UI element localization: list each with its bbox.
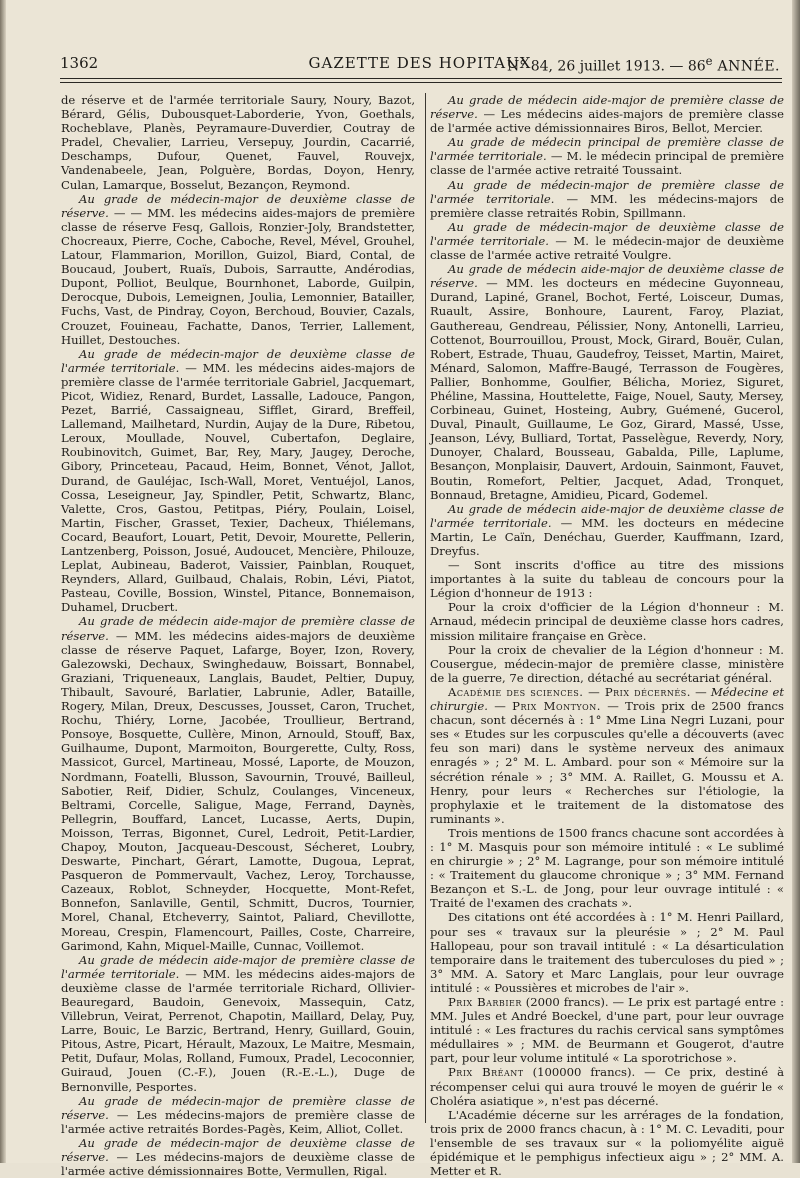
journal-title: GAZETTE DES HOPITAUX xyxy=(308,54,532,72)
paragraph xyxy=(430,135,784,177)
issue-prefix: N° 84, 26 juillet 1913. — 86 xyxy=(507,58,706,75)
grade-heading: Au grade de médecin principal de première classe de l'armée territoriale. xyxy=(430,135,784,164)
paragraph-text: — Les médecins-majors de deuxième classe de l'armée active démissionnaires Botte, Vermullen, Rigal. xyxy=(61,1150,415,1178)
subsection-heading: Médecine et chirurgie. xyxy=(430,684,785,714)
paragraph xyxy=(430,262,784,502)
paragraph-text: de réserve et de l'armée territoriale Saury, Noury, Bazot, Bérard, Gélis, Dubousquet-Laborderie, Yvon, Goethals, Rocheblave, Planès, Peyramaure-Duverdier, Coutray de Pradel, Chevalier, Larrieu, Versepuy, Jourdin, Cacarrié, Deschamps, Dufour, Quenet, Fauvel, Rouvejx, Vandenabeele, Jean, Polguère, Bordas, Doyon, Henry, Culan, Lamarque, Bosselut, Bezançon, Reymond. xyxy=(61,93,415,192)
paragraph-text: — Sont inscrits d'office au titre des missions importantes à la suite du tableau de concours pour la Légion d'honneur de 1913 : xyxy=(430,558,784,601)
paragraph xyxy=(61,953,415,1094)
paragraph xyxy=(61,192,415,347)
grade-heading: Au grade de médecin aide-major de deuxième classe de l'armée territoriale. xyxy=(430,501,784,530)
paragraph-text: Des citations ont été accordées à : 1° M. Henri Paillard, pour ses « travaux sur la pleurésie » ; 2° M. Paul Hallopeau, pour son travail intitulé : « La désarticulation temporaire dans le traitement des tuberculoses du pied » ; 3° MM. A. Satory et Marc Langlais, pour leur ouvrage intitulé : « Poussières et microbes de l'air ». xyxy=(430,910,784,995)
page-edge-left xyxy=(0,0,6,1163)
paragraph xyxy=(61,347,415,615)
grade-heading: Au grade de médecin aide-major de deuxième classe de réserve. xyxy=(430,262,784,291)
issue-sup: e xyxy=(705,54,713,68)
paragraph xyxy=(430,220,784,262)
paragraph-text: — — MM. les médecins aides-majors de première classe de réserve Fesq, Gallois, Ronzier-Joly, Brandstetter, Chocreaux, Pierre, Coche, Caboche, Revel, Mével, Grouhel, Latour, Flammarion, Morillon, Guizol, Biard, Contal, de Boucaud, Joubert, Ruaïs, Dubois, Sarrautte, Andérodias, Dupont, Polliot, Beulque, Bournhonet, Laborde, Guilpin, Derocque, Dubois, Lemeignen, Joulia, Lemonnier, Batailler, Fuchs, Vast, de Pindray, Coyon, Berchoud, Bouvier, Cazals, Crouzet, Fouineau, Fachatte, Danos, Terrier, Lallement, Huillet, Destouches. xyxy=(61,205,415,347)
paragraph xyxy=(61,93,415,192)
grade-heading: Au grade de médecin-major de première classe de l'armée territoriale. xyxy=(430,177,784,206)
paragraph-text: (100000 francs). — Ce prix, destiné à récompenser celui qui aura trouvé le moyen de guérir le « Choléra asiatique », n'est pas décerné. xyxy=(430,1065,784,1108)
header-rule-bottom xyxy=(60,82,782,83)
dash: — xyxy=(487,699,513,714)
paragraph xyxy=(430,1108,784,1178)
issue-suffix: ANNÉE. xyxy=(712,58,780,75)
paragraph-text: — Les médecins aides-majors de première classe de l'armée active démissionnaires Biros, Bellot, Mercier. xyxy=(430,107,784,136)
header-rule-top xyxy=(60,78,782,79)
paragraph xyxy=(430,685,784,826)
paragraph-text: Trois mentions de 1500 francs chacune sont accordées à : 1° M. Masquis pour son mémoire intitulé : « Le sublimé en chirurgie » ; 2° M. Lagrange, pour son mémoire intitulé : « Traitement du glaucome chronique » ; 3° MM. Fernand Bezançon et S.-L. de Jong, pour leur ouvrage intitulé : « Traité de l'examen des crachats ». xyxy=(430,825,784,911)
paragraph xyxy=(61,614,415,952)
paragraph-text: (2000 francs). — Le prix est partagé entre : MM. Jules et André Boeckel, d'une part, pour leur ouvrage intitulé : « Les fractures du rachis cervical sans symptômes médullaires » ; MM. de Beurmann et Gougerot, d'autre part, pour leur volume intitulé « La sporotrichose ». xyxy=(430,995,784,1066)
paragraph xyxy=(430,93,784,135)
paragraph-text: — M. le médecin-major de deuxième classe de l'armée active retraité Voulgre. xyxy=(430,233,785,263)
grade-heading: Au grade de médecin-major de deuxième classe de réserve. xyxy=(61,191,415,220)
paragraph-text: — MM. les médecins aides-majors de première classe de l'armée territoriale Gabriel, Jacquemart, Picot, Widiez, Renard, Burdet, Lassalle, Ladouce, Pangon, Pezet, Barrié, Cassaigneau, Sifflet, Girard, Breffeil, Lallemand, Mailhetard, Nurdin, Aujay de la Dure, Ribetou, Leroux, Moullade, Nouvel, Cubertafon, Deglaire, Roubinovitch, Guimet, Bar, Rey, Mary, Jaugey, Deroche, Gibory, Princeteau, Pacaud, Heim, Bonnet, Vénot, Jallot, Durand, de Gauléjac, Isch-Wall, Moret, Ventuéjol, Lanos, Cossa, Leseigneur, Jay, Spindler, Petit, Schwartz, Blanc, Valette, Cros, Gastou, Petitpas, Piéry, Poulain, Loisel, Martin, Fischer, Grasset, Texier, Dacheux, Thiélemans, Cocard, Beaufort, Louart, Petit, Devoir, Mourette, Pellerin, Lantzenberg, Poisson, Josué, Audoucet, Mencière, Philouze, Leplat, Aubineau, Baderot, Vaissier, Painblan, Rouquet, Reynders, Allard, Guilbaud, Chalais, Robin, Lévi, Piatot, Pasteau, Coville, Bossion, Winstel, Pitance, Bonnemaison, Duhamel, Drucbert. xyxy=(61,360,415,615)
paragraph-text: — Trois prix de 2500 francs chacun, sont décernés à : 1° Mme Lina Negri Luzani, pour ses « Etudes sur les corpuscules qu'elle a découverts (avec feu son mari) dans le système nerveux des animaux enragés » ; 2° M. L. Ambard. pour son « Mémoire sur la sécrétion rénale » ; 3° MM. A. Raillet, G. Moussu et A. Henry, pour leurs « Recherches sur l'étiologie, la prophylaxie et le traitement de la distomatose des ruminants ». xyxy=(430,699,785,826)
paragraph xyxy=(430,995,784,1065)
paragraph xyxy=(61,1094,415,1136)
paragraph-text: — MM. les médecins aides-majors de deuxième classe de réserve Paquet, Lafarge, Boyer, Izon, Rovery, Galezowski, Dechaux, Swinghedauw, Boissart, Bonnabel, Graziani, Triqueneaux, Langlais, Baudet, Peltier, Dupuy, Thibault, Savouré, Barlatier, Labrunie, Adler, Bataille, Rogery, Milan, Dreux, Descusses, Jousset, Caron, Truchet, Rochu, Thiéry, Lorne, Jacobée, Troullieur, Bertrand, Ponsoye, Bosquette, Cullère, Minon, Arnould, Stouff, Bax, Guilhaume, Dupont, Marmoiton, Bourgerette, Culty, Ross, Massicot, Gurcel, Martineau, Mossé, Laporte, de Mouzon, Nordmann, Foatelli, Blusson, Savournin, Trouvé, Bailleul, Sabotier, Reif, Didier, Schulz, Coulanges, Vinceneux, Beltrami, Corcelle, Saligue, Mage, Ferrand, Daynès, Pellegrin, Bouffard, Lancet, Lucasse, Aerts, Dupin, Moisson, Terras, Bigonnet, Curel, Ledroit, Petit-Lardier, Chapoy, Mouton, Jacqueau-Descoust, Sécheret, Loubry, Deswarte, Pinchart, Gérart, Lamotte, Dugoua, Leprat, Pasqueron de Pommervault, Vachez, Leroy, Torchausse, Cazeaux, Roblot, Schneyder, Hocquette, Mont-Refet, Bonnefon, Sanlaville, Gentil, Schmitt, Ducros, Tournier, Morel, Chanal, Etcheverry, Saintot, Paliard, Chevillotte, Moreau, Crespin, Flamencourt, Pailles, Coste, Charreire, Garimond, Kahn, Miquel-Maille, Cunnac, Voillemot. xyxy=(61,628,415,953)
paragraph-text: — M. le médecin principal de première classe de l'armée active retraité Toussaint. xyxy=(430,149,784,178)
paragraph xyxy=(61,1136,415,1178)
dash: — xyxy=(690,684,711,699)
grade-heading: Au grade de médecin aide-major de première classe de réserve. xyxy=(61,614,415,643)
paragraph-text: — Les médecins-majors de première classe de l'armée active retraités Bordes-Pagès, Keim, Alliot, Collet. xyxy=(61,1107,415,1136)
grade-heading: Au grade de médecin aide-major de première classe de l'armée territoriale. xyxy=(61,952,415,981)
paragraph xyxy=(430,558,784,600)
paragraph xyxy=(430,643,784,685)
paragraph-text: — MM. les docteurs en médecine Guyonneau, Durand, Lapiné, Granel, Bochot, Ferté, Loisceur, Dumas, Ruault, Assire, Bonhoure, Laurent, Faroy, Plaziat, Gauthereau, Gendreau, Pélissier, Nony, Antonelli, Larrieu, Cottenot, Bourrouillou, Proust, Mock, Girard, Bouër, Culan, Robert, Estrade, Thuau, Gaudefroy, Teisset, Martin, Mairet, Ménard, Salomon, Maffre-Baugé, Terrasson de Fougères, Pallier, Bonhomme, Goulfier, Bélicha, Moriez, Siguret, Phéline, Massina, Houttelette, Faige, Nouel, Sauty, Mersey, Corbineau, Guinet, Hosteing, Aubry, Guémené, Gucerol, Duval, Pinault, Guillaume, Le Goz, Girard, Massé, Usse, Jeanson, Lévy, Bulliard, Tortat, Passelègue, Reverdy, Nory, Dunoyer, Chalard, Bousseau, Gabalda, Pille, Laplume, Besançon, Monplaisir, Dauvert, Ardouin, Sainmont, Fauvet, Boutin, Romefort, Peltier, Jacquet, Adad, Tronquet, Bonnaud, Bretagne, Amidieu, Picard, Godemel. xyxy=(430,276,784,502)
paragraph xyxy=(430,178,784,220)
page-header xyxy=(60,50,780,74)
grade-heading: Au grade de médecin-major de deuxième classe de l'armée territoriale. xyxy=(61,346,415,375)
prize-heading: Prix Barbier xyxy=(448,995,522,1009)
page-edge-right xyxy=(792,0,800,1163)
grade-heading: Au grade de médecin-major de première classe de réserve. xyxy=(61,1093,415,1122)
paragraph-text: — MM. les docteurs en médecine Martin, Le Caïn, Denéchau, Guerder, Kauffmann, Izard, Dreyfus. xyxy=(430,515,784,558)
paragraph xyxy=(430,502,784,558)
column-divider xyxy=(425,93,426,1123)
paragraph-text: Pour la croix d'officier de la Légion d'honneur : M. Arnaud, médecin principal de deuxième classe hors cadres, mission militaire française en Grèce. xyxy=(430,600,784,643)
paragraph xyxy=(430,1065,784,1107)
left-column xyxy=(61,93,415,1178)
grade-heading: Au grade de médecin aide-major de première classe de réserve. xyxy=(430,93,784,122)
paragraph-text: L'Académie décerne sur les arrérages de la fondation, trois prix de 2000 francs chacun, à : 1° M. C. Levaditi, pour l'ensemble de ses travaux sur « la poliomyélite aiguë épidémique et le pemphigus infectieux aigu » ; 2° MM. A. Metter et R. xyxy=(430,1107,784,1178)
paragraph xyxy=(430,600,784,642)
issue-info xyxy=(507,54,780,75)
paragraph xyxy=(430,910,784,995)
grade-heading: Au grade de médecin-major de deuxième classe de réserve. xyxy=(61,1135,415,1165)
prize-heading: Prix Bréant xyxy=(448,1065,524,1080)
paragraph-text: — MM. les médecins aides-majors de deuxième classe de l'armée territoriale Richard, Ollivier-Beauregard, Baudoin, Genevoix, Massequin, Catz, Villebrun, Veirat, Perrenot, Chapotin, Maillard, Delay, Puy, Larre, Bouic, Le Barzic, Bertrand, Henry, Guillard, Gouin, Pitous, Astre, Picart, Hérault, Mazoux, Le Maitre, Mesmain, Petit, Dufaur, Molas, Rolland, Fumoux, Pradel, Lecoconnier, Guiraud, Jouen (C.-F.), Jouen (R.-E.-L.), Duge de Bernonville, Pesportes. xyxy=(61,966,415,1094)
right-column xyxy=(430,93,784,1178)
paragraph-text: Pour la croix de chevalier de la Légion d'honneur : M. Cousergue, médecin-major de première classe, ministère de la guerre, 7e direction, détaché au secrétariat général. xyxy=(430,642,784,685)
page-number: 1362 xyxy=(60,54,99,72)
section-heading: Académie des sciences. — Prix décernés. xyxy=(448,684,691,699)
grade-heading: Au grade de médecin-major de deuxième classe de l'armée territoriale. xyxy=(430,219,784,248)
paragraph xyxy=(430,826,784,911)
prize-heading: Prix Montyon. xyxy=(512,699,601,714)
paragraph-text: — MM. les médecins-majors de première classe retraités Robin, Spillmann. xyxy=(430,191,784,220)
